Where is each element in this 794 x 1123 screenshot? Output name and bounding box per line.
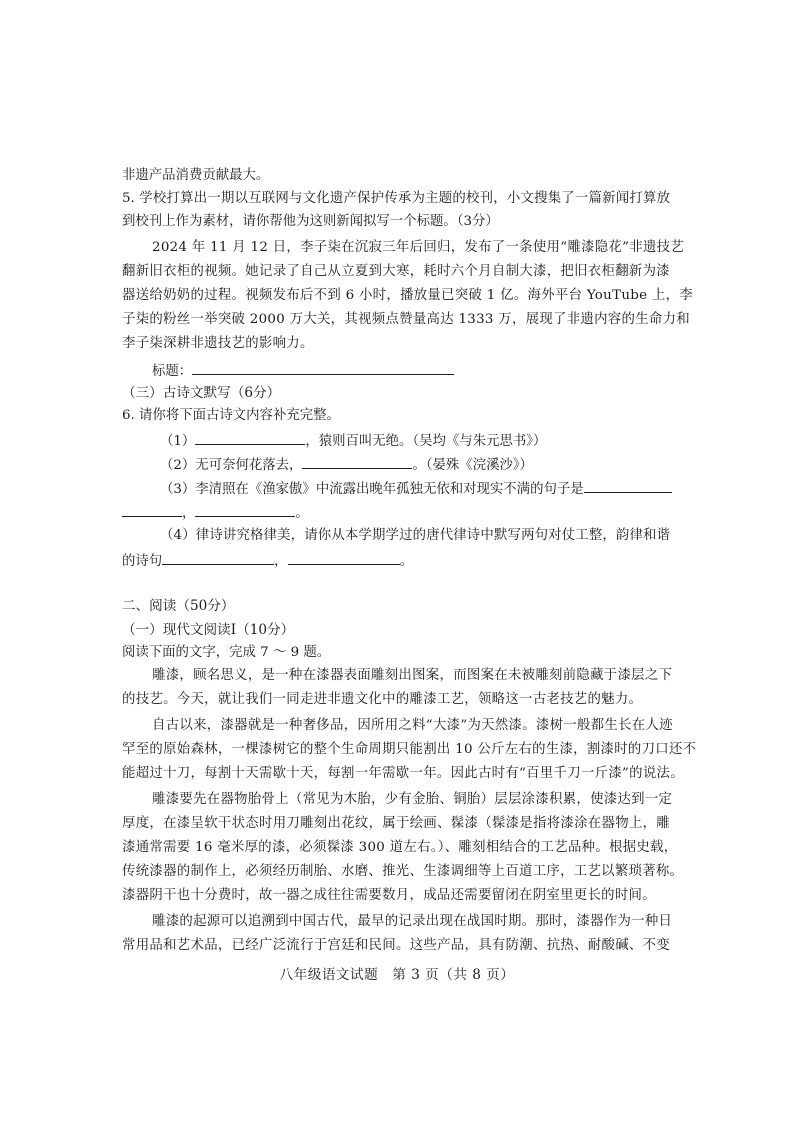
news-line-5: 李子柒深耕非遗技艺的影响力。 — [122, 336, 314, 351]
item-text: ，猿则百叫无绝。（吴均《与朱元思书》） — [305, 434, 547, 449]
title-answer-blank[interactable] — [192, 360, 454, 375]
question-6-1 — [160, 430, 720, 452]
item-number: （1） — [160, 434, 196, 449]
passage-p4-line-2: 常用品和艺术品，已经广泛流行于宫廷和民间。这些产品，具有防潮、抗热、耐酸碱、不变 — [122, 938, 670, 953]
question-6-3 — [160, 478, 720, 500]
answer-blank[interactable] — [195, 502, 295, 517]
title-answer-row — [152, 360, 712, 382]
passage-p2-line-1: 自古以来，漆器就是一种奢侈品，因所用之料“大漆”为天然漆。漆树一般都生长在人迹 — [152, 718, 673, 733]
item-text: 。（晏殊《浣溪沙》） — [412, 458, 533, 473]
passage-p4-line-1: 雕漆的起源可以追溯到中国古代，最早的记录出现在战国时期。那时，漆器作为一种日 — [152, 914, 673, 929]
question-6-3-continued — [122, 502, 682, 524]
passage-p2-line-2: 罕至的原始森林，一棵漆树它的整个生命周期只能割出 10 公斤左右的生漆，割漆时的刀口还不 — [122, 742, 697, 757]
section-1-heading: （一）现代文阅读Ⅰ（10分） — [122, 622, 295, 638]
answer-blank[interactable] — [302, 454, 412, 469]
question-6: 6. 请你将下面古诗文内容补充完整。 — [122, 408, 340, 423]
section-3-heading: （三）古诗文默写（6分） — [122, 385, 281, 401]
passage-p2-line-3: 能超过十刀，每割十天需歇十天，每割一年需歇一年。因此古时有“百里千刀一斤漆”的说法。 — [122, 766, 684, 781]
news-line-2: 翻新旧衣柜的视频。她记录了自己从立夏到大寒，耗时六个月自制大漆，把旧衣柜翻新为漆 — [122, 264, 670, 279]
answer-blank[interactable] — [195, 430, 305, 445]
question-6-4: （4）律诗讲究格律美，请你从本学期学过的唐代律诗中默写两句对仗工整，韵律和谐 — [160, 528, 670, 543]
news-line-4: 子柒的粉丝一举突破 2000 万大关，其视频点赞量高达 1333 万，展现了非遗内容的生命力和 — [122, 312, 690, 327]
news-line-3: 器送给奶奶的过程。视频发布后不到 6 小时，播放量已突破 1 亿。海外平台 YouTube 上，李 — [122, 288, 693, 303]
passage-p3-line-4: 传统漆器的制作上，必须经历制胎、水磨、推光、生漆调细等上百道工序，工艺以繁琐著称。 — [122, 864, 684, 879]
item-text: （2）无可奈何花落去， — [160, 458, 303, 473]
news-line-1: 2024 年 11 月 12 日，李子柒在沉寂三年后回归，发布了一条使用“雕漆隐花”非遗技艺 — [152, 240, 685, 255]
answer-blank[interactable] — [584, 478, 672, 493]
page-footer: 八年级语文试题 第 3 页（共 8 页） — [279, 967, 515, 983]
passage-p3-line-2: 厚度，在漆呈软干状态时用刀雕刻出花纹，属于绘画、髹漆（髹漆是指将漆涂在器物上，雕 — [122, 816, 670, 831]
title-label: 标题： — [152, 364, 193, 379]
passage-p3-line-1: 雕漆要先在器物胎骨上（常见为木胎，少有金胎、铜胎）层层涂漆积累，使漆达到一定 — [152, 792, 673, 807]
passage-p1-line-1: 雕漆，顾名思义，是一种在漆器表面雕刻出图案，而图案在未被雕刻前隐藏于漆层之下 — [152, 668, 673, 683]
item-text: ， — [274, 554, 288, 569]
question-6-4-continued — [122, 550, 682, 572]
text-line: 非遗产品消费贡献最大。 — [122, 168, 270, 183]
question-5-line-1: 5. 学校打算出一期以互联网与文化遗产保护传承为主题的校刊，小文搜集了一篇新闻打算放 — [122, 191, 670, 206]
answer-blank[interactable] — [162, 550, 274, 565]
item-text: 。 — [295, 506, 309, 521]
part-2-heading: 二、阅读（50分） — [122, 598, 235, 614]
item-text: ， — [182, 506, 196, 521]
question-5-line-2: 到校刊上作为素材，请你帮他为这则新闻拟写一个标题。（3分） — [122, 214, 499, 229]
passage-p3-line-5: 漆器阴干也十分费时，故一器之成往往需要数月，成品还需要留闭在阴室里更长的时间。 — [122, 888, 656, 903]
answer-blank[interactable] — [122, 502, 182, 517]
item-text: 。 — [399, 554, 413, 569]
answer-blank[interactable] — [288, 550, 400, 565]
passage-p1-line-2: 的技艺。今天，就让我们一同走进非遗文化中的雕漆工艺，领略这一古老技艺的魅力。 — [122, 692, 643, 707]
passage-p3-line-3: 漆通常需要 16 毫米厚的漆，必须髹漆 300 道左右。）、雕刻相结合的工艺品种。根据史载， — [122, 840, 678, 855]
reading-instruction: 阅读下面的文字，完成 7 ～ 9 题。 — [122, 645, 331, 660]
item-text: 的诗句 — [122, 554, 163, 569]
item-text: （3）李清照在《渔家傲》中流露出晚年孤独无依和对现实不满的句子是 — [160, 482, 584, 497]
question-6-2 — [160, 454, 720, 476]
